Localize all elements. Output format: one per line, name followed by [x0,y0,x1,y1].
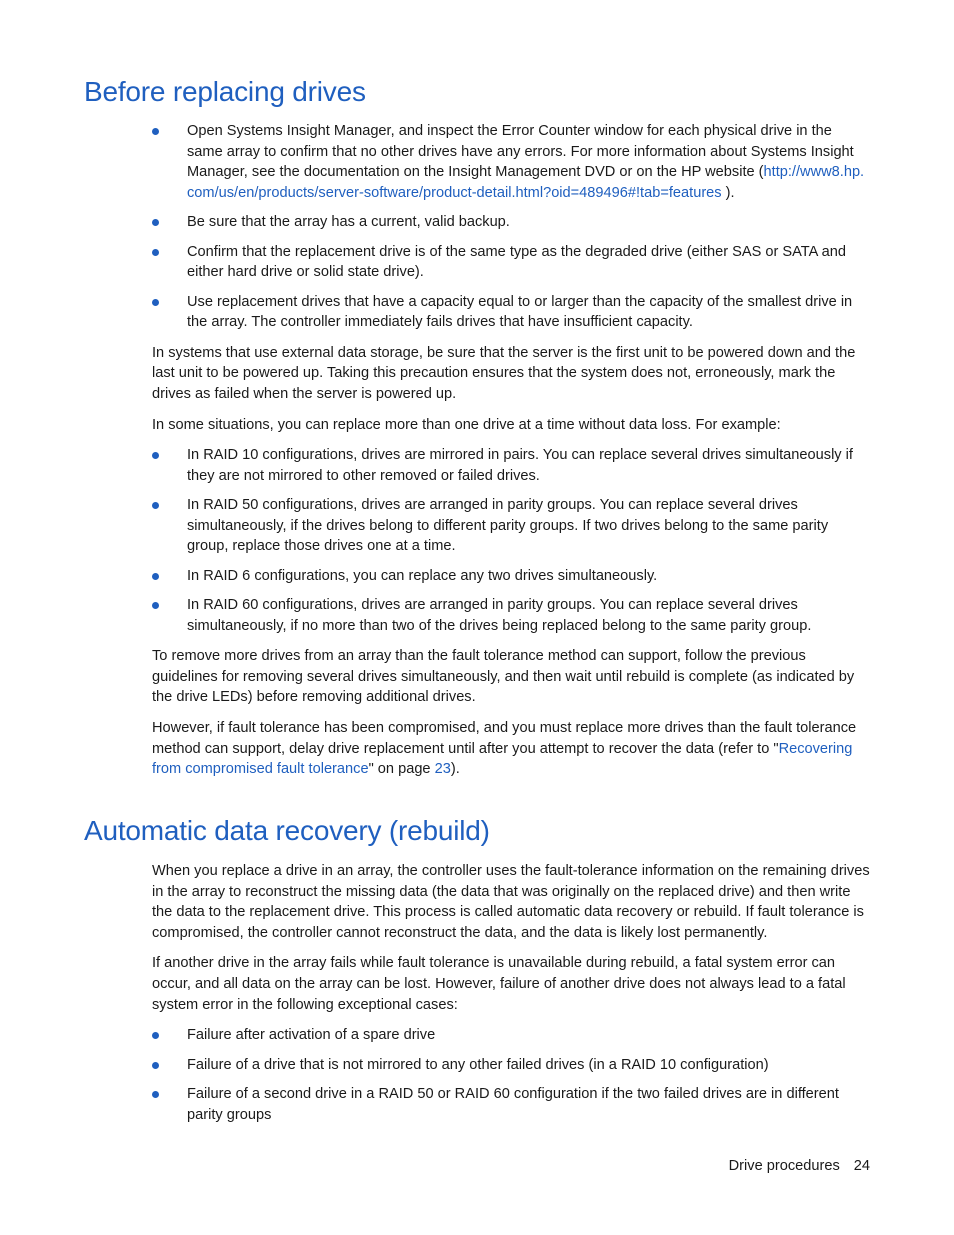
paragraph-text: However, if fault tolerance has been compromised, and you must replace more drives than the fault tolerance method can support, delay drive replacement until after you attempt to recover the data (refer to " [152,720,857,757]
bullet-icon [152,299,159,306]
paragraph-external-storage: In systems that use external data storage, be sure that the server is the first unit to be powered down and the last unit to be powered up. Taking this precaution ensures that the system does not, erroneously, mark the drives as failed when the server is powered up. [152,344,856,402]
paragraph-remove-more-drives: To remove more drives from an array than the fault tolerance method can support, follow the previous guidelines for removing several drives simultaneously, and then wait until rebuild is complete (as indicated by the drive LEDs) before removing additional drives. [152,648,855,706]
list-item-text: Failure of a drive that is not mirrored to any other failed drives (in a RAID 10 configuration) [187,1056,769,1073]
list-item-text: Use replacement drives that have a capacity equal to or larger than the capacity of the smallest drive in the array. The controller immediately fails drives that have insufficient capacity. [187,293,853,331]
paragraph-replace-multiple: In some situations, you can replace more than one drive at a time without data loss. For example: [152,416,781,433]
footer-label: Drive procedures [728,1158,840,1174]
paragraph-text: " on page [368,761,435,778]
list-item-text: In RAID 10 configurations, drives are mirrored in pairs. You can replace several drives simultaneously if they are not mirrored to other removed or failed drives. [187,447,853,484]
bullet-icon [152,219,159,226]
list-item [152,121,870,203]
bullet-icon [152,128,159,135]
list-item [152,595,870,636]
section-automatic-recovery-body [152,861,870,1135]
recovering-link[interactable]: Recovering from compromised fault tolerance [152,740,853,778]
list-item [152,1084,870,1125]
paragraph-rebuild-description: When you replace a drive in an array, the controller uses the fault-tolerance information on the remaining drives in the array to reconstruct the missing data (the data that was originally on the replaced drive) and then write the data to the replacement drive. This process is called automatic data recovery or rebuild. If fault tolerance is compromised, the controller cannot reconstruct the data, and the data is likely lost permanently. [152,863,870,941]
list-item-text: Confirm that the replacement drive is of the same type as the degraded drive (either SAS or SATA and either hard drive or solid state drive). [187,243,846,281]
list-item [152,566,870,587]
list-item [152,1055,870,1076]
list-item [152,495,870,557]
raid-list [152,445,870,636]
list-item-text: ). [721,184,735,201]
list-item-text: Open Systems Insight Manager, and inspect the Error Counter window for each physical drive in the same array to confirm that no other drives have any errors. For more information about Systems Insight Manager, see the documentation on the Insight Management DVD or on the HP website ( [187,123,854,181]
bullet-icon [152,1062,159,1069]
section-before-replacing-body [152,121,870,790]
bullet-icon [152,249,159,256]
list-item-text: Failure of a second drive in a RAID 50 or RAID 60 configuration if the two failed drives are in different parity groups [187,1085,839,1123]
list-item-text: In RAID 50 configurations, drives are arranged in parity groups. You can replace several drives simultaneously, if the drives belong to different parity groups. If two drives belong to the same parity group, replace those drives one at a time. [187,497,829,555]
paragraph-compromised [152,718,870,780]
bullet-icon [152,573,159,580]
page-number: 24 [853,1158,870,1174]
prerequisites-list [152,121,870,333]
bullet-icon [152,452,159,459]
section-title-before-replacing: Before replacing drives [84,76,366,107]
list-item-text: Failure after activation of a spare drive [187,1027,436,1044]
bullet-icon [152,1032,159,1039]
list-item-text: In RAID 60 configurations, drives are arranged in parity groups. You can replace several drives simultaneously, if no more than two of the drives being replaced belong to the same parity group. [187,597,812,634]
paragraph-text: ). [450,761,460,778]
section-title-automatic-recovery: Automatic data recovery (rebuild) [84,815,490,846]
list-item [152,242,870,283]
exception-list [152,1025,870,1125]
list-item [152,1025,870,1046]
page-23-link[interactable]: 23 [434,761,451,778]
hp-website-link[interactable]: http://www8.hp.com/us/en/products/server-software/product-detail.html?oid=489496#!tab=features [187,164,865,201]
list-item [152,212,870,233]
list-item [152,292,870,333]
list-item [152,445,870,486]
list-item-text: Be sure that the array has a current, valid backup. [187,214,510,231]
list-item-text: In RAID 6 configurations, you can replace any two drives simultaneously. [187,567,658,584]
bullet-icon [152,602,159,609]
page-footer [729,1158,870,1174]
bullet-icon [152,502,159,509]
paragraph-fatal-error: If another drive in the array fails while fault tolerance is unavailable during rebuild, a fatal system error can occur, and all data on the array can be lost. However, failure of another drive does not always lead to a fatal system error in the following exceptional cases: [152,955,846,1013]
bullet-icon [152,1091,159,1098]
